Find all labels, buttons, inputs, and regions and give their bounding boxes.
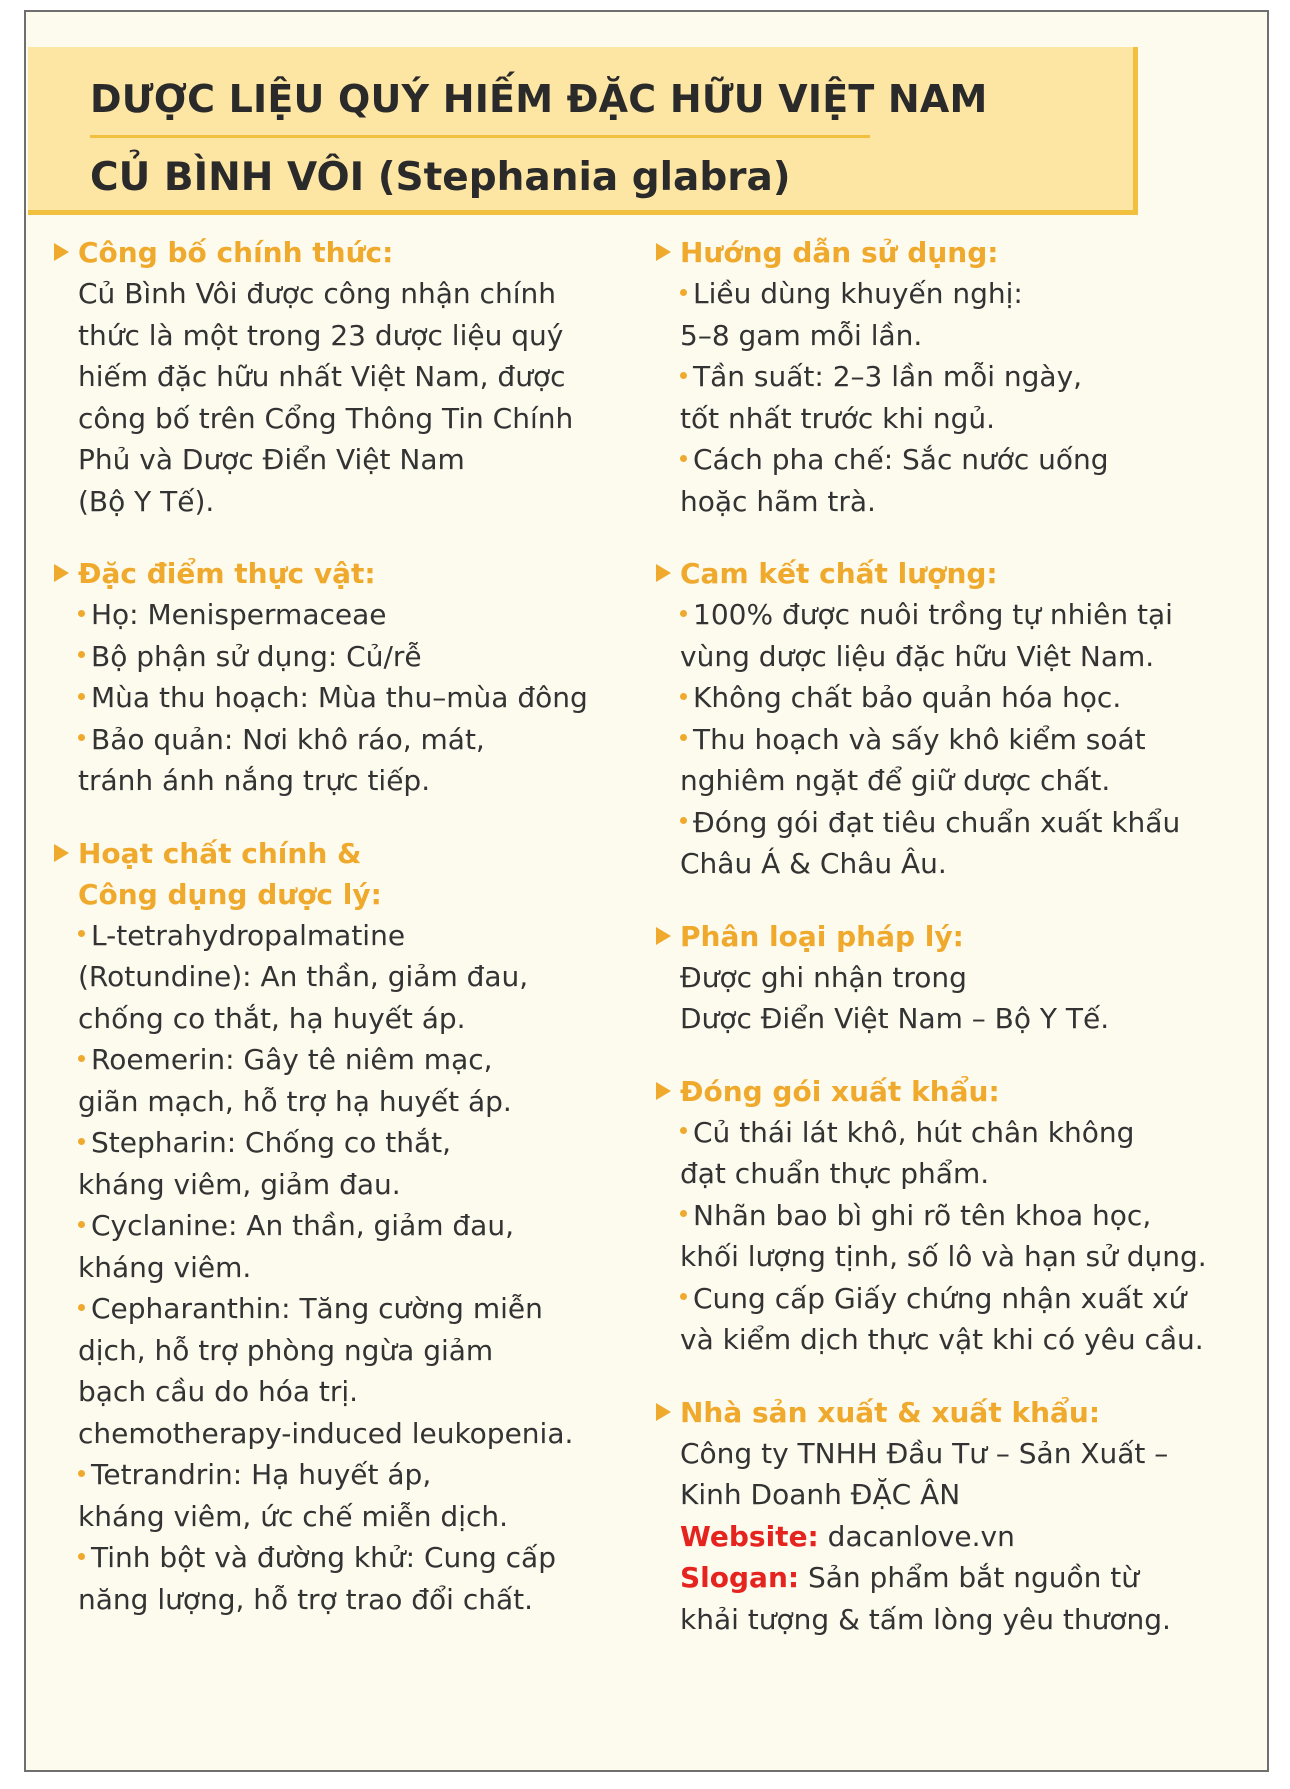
section-title-text: Nhà sản xuất & xuất khẩu: bbox=[680, 1395, 1101, 1429]
section-title-text: Hoạt chất chính & Công dụng dược lý: bbox=[78, 836, 382, 911]
list-item: Bộ phận sử dụng: Củ/rễ bbox=[78, 636, 694, 678]
section-actives bbox=[54, 833, 694, 1621]
triangle-bullet-icon bbox=[54, 844, 69, 862]
section-title-text: Hướng dẫn sử dụng: bbox=[680, 236, 999, 269]
list-item: Không chất bảo quản hóa học. bbox=[680, 677, 1266, 719]
list-item: Cung cấp Giấy chứng nhận xuất xứ và kiểm dịch thực vật khi có yêu cầu. bbox=[680, 1281, 1204, 1356]
triangle-bullet-icon bbox=[54, 564, 69, 582]
right-column bbox=[656, 232, 1266, 1671]
slogan-label: Slogan: bbox=[680, 1561, 800, 1594]
triangle-bullet-icon bbox=[54, 243, 69, 261]
company-name-line: Kinh Doanh ĐẶC ÂN bbox=[680, 1478, 961, 1511]
bullet-dot-icon bbox=[680, 1293, 687, 1300]
slogan-line: Slogan: Sản phẩm bắt nguồn từ khải tượng & tấm lòng yêu thương. bbox=[680, 1561, 1171, 1636]
list-item: Cách pha chế: Sắc nước uống hoặc hãm trà. bbox=[680, 443, 1109, 518]
list-item: L-tetrahydropalmatine (Rotundine): An thần, giảm đau, chống co thắt, hạ huyết áp. bbox=[78, 918, 529, 1035]
section-title bbox=[54, 833, 694, 915]
list-item: Nhãn bao bì ghi rõ tên khoa học, khối lượng tịnh, số lô và hạn sử dụng. bbox=[680, 1198, 1207, 1273]
triangle-bullet-icon bbox=[656, 1082, 671, 1100]
section-title bbox=[656, 553, 1266, 594]
section-title bbox=[656, 1392, 1266, 1433]
text-line: Phủ và Dược Điển Việt Nam bbox=[78, 443, 465, 476]
company-name-line: Công ty TNHH Đầu Tư – Sản Xuất – bbox=[680, 1436, 1169, 1470]
product-name: CỦ BÌNH VÔI (Stephania glabra) bbox=[90, 155, 791, 200]
list-item: Liều dùng khuyến nghị: 5–8 gam mỗi lần. bbox=[680, 277, 1023, 352]
section-title-text: Cam kết chất lượng: bbox=[680, 557, 998, 590]
section-title-text: Đóng gói xuất khẩu: bbox=[680, 1074, 1000, 1108]
bullet-dot-icon bbox=[680, 734, 687, 741]
bullet-dot-icon bbox=[680, 289, 687, 296]
text-line: Dược Điển Việt Nam – Bộ Y Tế. bbox=[680, 1002, 1110, 1035]
list-item: Stepharin: Chống co thắt, kháng viêm, giảm đau. bbox=[78, 1126, 452, 1201]
list-item: Tetrandrin: Hạ huyết áp, kháng viêm, ức chế miễn dịch. bbox=[78, 1458, 509, 1533]
triangle-bullet-icon bbox=[656, 927, 671, 945]
section-maker bbox=[656, 1392, 1266, 1641]
list-item: Thu hoạch và sấy khô kiểm soát nghiêm ngặt để giữ dược chất. bbox=[680, 722, 1146, 797]
text-line: thức là một trong 23 dược liệu quý bbox=[78, 318, 564, 352]
bullet-dot-icon bbox=[78, 651, 85, 658]
bullet-dot-icon bbox=[680, 1210, 687, 1217]
text-line: hiếm đặc hữu nhất Việt Nam, được bbox=[78, 360, 566, 393]
bullet-dot-icon bbox=[78, 930, 85, 937]
text-line: Được ghi nhận trong bbox=[680, 960, 967, 994]
bullet-dot-icon bbox=[680, 372, 687, 379]
text-line: Củ Bình Vôi được công nhận chính bbox=[78, 277, 556, 310]
bullet-dot-icon bbox=[78, 693, 85, 700]
website-label: Website: bbox=[680, 1519, 819, 1553]
bullet-dot-icon bbox=[78, 1221, 85, 1228]
section-title bbox=[656, 232, 1266, 273]
website-line bbox=[680, 1516, 1266, 1558]
header-banner bbox=[28, 47, 1138, 215]
bullet-dot-icon bbox=[680, 1127, 687, 1134]
section-usage bbox=[656, 232, 1266, 522]
bullet-dot-icon bbox=[78, 610, 85, 617]
website-link[interactable]: dacanlove.vn bbox=[818, 1519, 1015, 1553]
text-line: (Bộ Y Tế). bbox=[78, 484, 215, 518]
section-title-text: Công bố chính thức: bbox=[78, 236, 394, 269]
bullet-dot-icon bbox=[78, 1470, 85, 1477]
bullet-dot-icon bbox=[680, 693, 687, 700]
list-item: Bảo quản: Nơi khô ráo, mát, tránh ánh nắng trực tiếp. bbox=[78, 722, 485, 797]
section-botany bbox=[54, 553, 694, 802]
list-item: Họ: Menispermaceae bbox=[78, 594, 694, 636]
info-card bbox=[24, 10, 1269, 1772]
list-item: 100% được nuôi trồng tự nhiên tại vùng dược liệu đặc hữu Việt Nam. bbox=[680, 598, 1173, 673]
section-title bbox=[656, 916, 1266, 957]
bullet-dot-icon bbox=[78, 1055, 85, 1062]
list-item: Cyclanine: An thần, giảm đau, kháng viêm. bbox=[78, 1209, 514, 1284]
section-title bbox=[54, 553, 694, 594]
section-title-text: Đặc điểm thực vật: bbox=[78, 557, 376, 590]
section-title-text: Phân loại pháp lý: bbox=[680, 919, 964, 953]
section-legal bbox=[656, 916, 1266, 1040]
text-line: công bố trên Cổng Thông Tin Chính bbox=[78, 401, 574, 435]
bullet-dot-icon bbox=[78, 1138, 85, 1145]
title-underline bbox=[90, 135, 870, 138]
list-item: Tinh bột và đường khử: Cung cấp năng lượng, hỗ trợ trao đổi chất. bbox=[78, 1541, 556, 1616]
triangle-bullet-icon bbox=[656, 243, 671, 261]
bullet-dot-icon bbox=[78, 734, 85, 741]
section-title bbox=[54, 232, 694, 273]
list-item: Tần suất: 2–3 lần mỗi ngày, tốt nhất trước khi ngủ. bbox=[680, 360, 1083, 435]
bullet-dot-icon bbox=[78, 1553, 85, 1560]
page-title: DƯỢC LIỆU QUÝ HIẾM ĐẶC HỮU VIỆT NAM bbox=[90, 77, 988, 121]
section-announcement bbox=[54, 232, 694, 522]
triangle-bullet-icon bbox=[656, 564, 671, 582]
list-item: Cepharanthin: Tăng cường miễn dịch, hỗ trợ phòng ngừa giảm bạch cầu do hóa trị. chemotherapy-induced leukopenia. bbox=[78, 1292, 574, 1450]
list-item: Đóng gói đạt tiêu chuẩn xuất khẩu Châu Á & Châu Âu. bbox=[680, 805, 1181, 880]
bullet-dot-icon bbox=[680, 455, 687, 462]
left-column bbox=[54, 232, 694, 1651]
list-item: Mùa thu hoạch: Mùa thu–mùa đông bbox=[78, 677, 694, 719]
section-packaging bbox=[656, 1071, 1266, 1361]
section-quality bbox=[656, 553, 1266, 885]
list-item: Củ thái lát khô, hút chân không đạt chuẩn thực phẩm. bbox=[680, 1115, 1135, 1190]
triangle-bullet-icon bbox=[656, 1403, 671, 1421]
bullet-dot-icon bbox=[680, 817, 687, 824]
section-title bbox=[656, 1071, 1266, 1112]
bullet-dot-icon bbox=[680, 610, 687, 617]
list-item: Roemerin: Gây tê niêm mạc, giãn mạch, hỗ trợ hạ huyết áp. bbox=[78, 1043, 512, 1118]
bullet-dot-icon bbox=[78, 1304, 85, 1311]
